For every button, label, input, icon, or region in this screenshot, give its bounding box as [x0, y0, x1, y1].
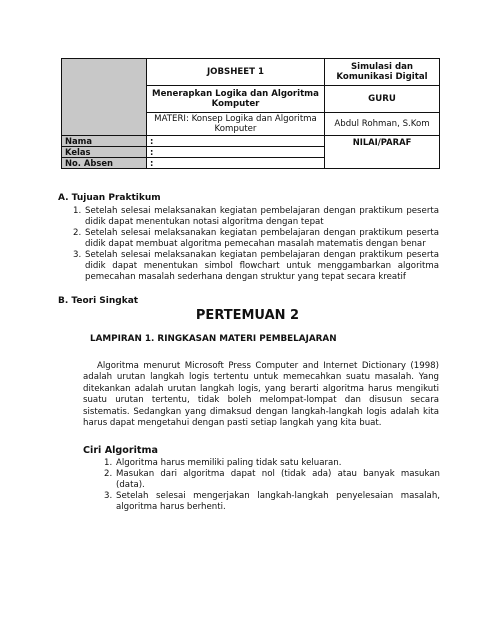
tujuan-list	[73, 206, 439, 283]
field-value-kelas: :	[147, 147, 325, 158]
materi-label: MATERI: Konsep Logika dan Algoritma Komputer	[147, 113, 325, 136]
lampiran-heading: LAMPIRAN 1. RINGKASAN MATERI PEMBELAJARAN	[90, 334, 337, 344]
ciri-list	[104, 458, 440, 513]
section-b-title: B. Teori Singkat	[58, 296, 139, 306]
field-value-absen: :	[147, 158, 325, 169]
jobsheet-title: JOBSHEET 1	[147, 59, 325, 86]
list-item: 2. Setelah selesai melaksanakan kegiatan pembelajaran dengan praktikum peserta didik dapat membuat algoritma pemecahan masalah matematis dengan benar	[73, 228, 439, 249]
nilai-paraf-box: NILAI/PARAF	[325, 136, 440, 169]
field-label-kelas: Kelas	[62, 147, 147, 158]
field-label-absen: No. Absen	[62, 158, 147, 169]
field-label-nama: Nama	[62, 136, 147, 147]
ciri-algoritma-heading: Ciri Algoritma	[83, 445, 158, 456]
list-item: 1. Setelah selesai melaksanakan kegiatan pembelajaran dengan praktikum peserta didik dapat menentukan notasi algoritma dengan tepat	[73, 206, 439, 227]
list-item: 1. Algoritma harus memiliki paling tidak satu keluaran.	[104, 458, 342, 468]
subject-name: Simulasi dan Komunikasi Digital	[325, 59, 440, 86]
logo-cell	[62, 59, 147, 136]
section-a-title: A. Tujuan Praktikum	[58, 193, 161, 203]
algoritma-definition-paragraph: Algoritma menurut Microsoft Press Computer and Internet Dictionary (1998) adalah urutan langkah logis tertentu untuk memecahkan suatu masalah. Yang ditekankan adalah urutan langkah logis, yang berarti algoritma harus mengikuti suatu urutan tertentu, tidak boleh melompat-lompat dan disusun secara sistematis. Sedangkan yang dimaksud dengan langkah-langkah logis adalah kita harus dapat mengetahui dengan pasti setiap langkah yang kita buat.	[83, 361, 439, 429]
jobsheet-header-table	[61, 58, 440, 169]
role-label: GURU	[325, 86, 440, 113]
topic-title: Menerapkan Logika dan Algoritma Komputer	[147, 86, 325, 113]
list-item: 3. Setelah selesai mengerjakan langkah-langkah penyelesaian masalah, algoritma harus berhenti.	[104, 491, 440, 512]
teacher-name: Abdul Rohman, S.Kom	[325, 113, 440, 136]
field-value-nama: :	[147, 136, 325, 147]
list-item: 3. Setelah selesai melaksanakan kegiatan pembelajaran dengan praktikum peserta didik dapat menentukan simbol flowchart untuk menggambarkan algoritma pemecahan masalah sederhana dengan struktur yang tepat secara kreatif	[73, 250, 439, 282]
pertemuan-heading: PERTEMUAN 2	[195, 308, 300, 323]
list-item: 2. Masukan dari algoritma dapat nol (tidak ada) atau banyak masukan (data).	[104, 469, 440, 490]
